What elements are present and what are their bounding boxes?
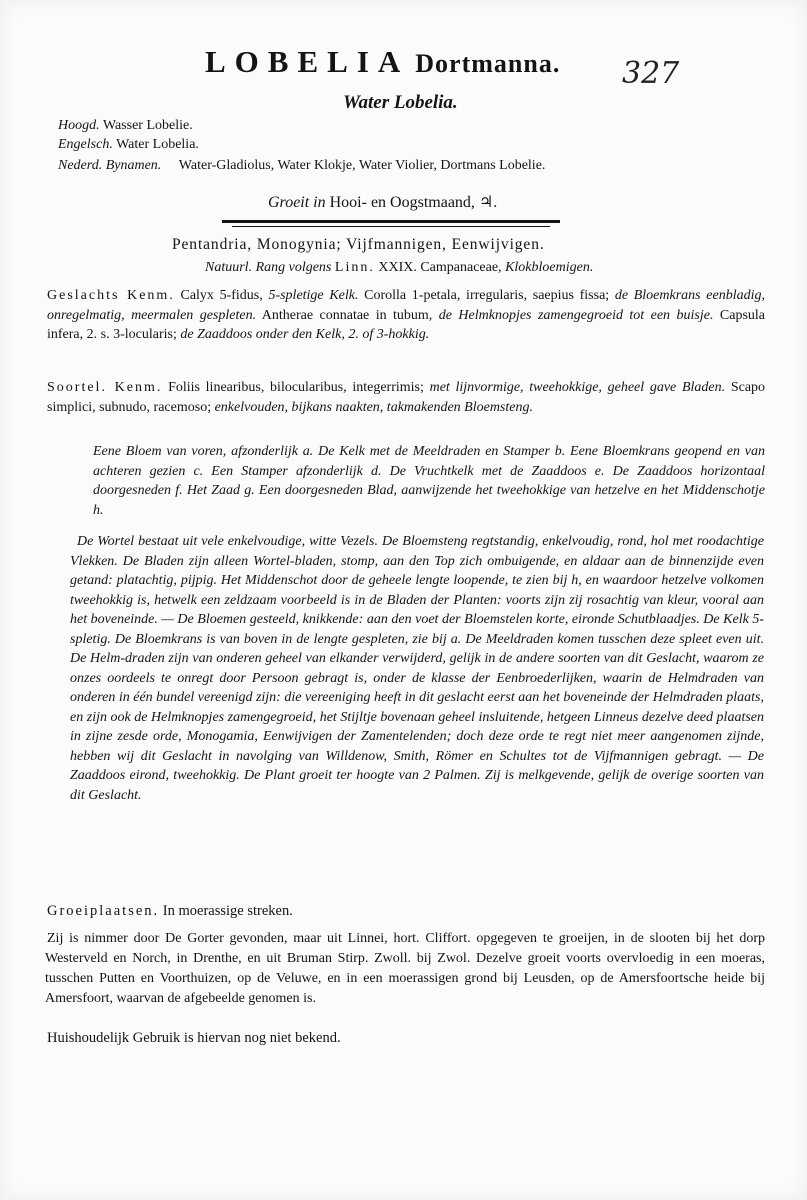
- name-engelsch: Engelsch. Water Lobelia.: [58, 137, 199, 152]
- description-text: De Wortel bestaat uit vele enkelvoudige, witte Vezels. De Bloemsteng regtstandig, enkelvoudig, rond, hol met roodachtige Vlekken. De Bladen zijn alleen Wortel-bladen, stomp, aan den Top zich ombuigende, en aldaar aan de binnenzijde even getand: platachtig, pijpig. Het Middenschot door de geheele lengte loopende, te zien bij h, en waardoor hetzelve volkomen tweehokkig is, hetwelk een zeldzaam voorbeeld is in de Bladen der Planten: voorts zijn zij rosachtig van kleur, vooral aan het boveneinde. — De Bloemen gesteeld, knikkende: aan den voet der Bloemstelen korte, eironde Schutblaadjes. De Kelk 5-spletig. De Bloemkrans is van boven in de lengte gespleten, zie bij a. De Meeldraden komen tusschen deze spleet even uit. De Helm-draden zijn van onderen geheel van elkander verwijderd, gelijk in de andere soorten van dit Geslacht, waarom ze onzes oordeels te onregt door Persoon gebragt is, onder de klasse der Eenbroederlijken, waarin de Helmdraden van onderen in één bundel vereenigd zijn: die vereeniging heeft in dit geslacht eerst aan het boveneinde der Helmdraden plaats, en zijn ook de Helmknopjes zamengegroeid, het Stijltje bovenaan geheel insluitende, hetgeen Linneus dezelve deed plaatsen in zijne zesde orde, Monogamia, Eenwijvigen der Zamentelenden; doch deze orde te regt niet meer aangenomen zijnde, hebben wij dit Geslacht in navolging van Willdenow, Smith, Römer en Schultes tot de Vijfmannigen gebragt. — De Zaaddoos eirond, tweehokkig. De Plant groeit ter hoogte van 2 Palmen. Zij is melkgevende, gelijk de overige soorten van dit Geslacht.: [70, 534, 764, 803]
- vindplaatsen: Zij is nimmer door De Gorter gevonden, maar uit Linnei, hort. Cliffort. opgegeven te groeijen, in de slooten bij het dorp Westerveld en Norch, in Drenthe, en uit Bruman Stirp. Zwoll. bij Zwol. Dezelve groeit voorts overvloedig in een moeras, tusschen Putten en Voorthuizen, op de Veluwe, en in een moerassigen grond bij Leusden, op de Amersfoortsche heide bij Amersfoort, waarvan de afgebeelde genomen is.: [45, 931, 765, 1006]
- common-name: Water Lobelia.: [343, 92, 458, 113]
- huishoudelijk-gebruik: Huishoudelijk Gebruik is hiervan nog niet bekend.: [47, 1030, 341, 1046]
- perennial-symbol: ♃.: [478, 194, 498, 211]
- figure-explanation: Eene Bloem van voren, afzonderlijk a. De Kelk met de Meeldraden en Stamper b. Eene Bloemkrans geopend en van achteren gezien c. Een Stamper afzonderlijk d. De Vruchtkelk met de Zaaddoos e. De Zaaddoos horizontaal doorgesneden f. Het Zaad g. Een doorgesneden Blad, aanwijzende het tweehokkige van hetzelve en het Middenschotje h.: [93, 444, 765, 518]
- linnaean-class: Pentandria, Monogynia; Vijfmannigen, Eenwijvigen.: [172, 236, 545, 253]
- geslachts-kenmerk: Geslachts Kenm. Calyx 5-fidus, 5-spletige Kelk. Corolla 1-petala, irregularis, saepius fissa; de Bloemkrans eenbladig, onregelmatig, meermalen gespleten. Antherae connatae in tubum, de Helmknopjes zamengegroeid tot een buisje. Capsula infera, 2. s. 3-locularis; de Zaaddoos onder den Kelk, 2. of 3-hokkig.: [47, 288, 766, 342]
- handwritten-page-number: 327: [622, 56, 680, 91]
- name-nederd: Nederd. Bynamen. Water-Gladiolus, Water Klokje, Water Violier, Dortmans Lobelie.: [58, 158, 546, 173]
- groeiplaatsen: Groeiplaatsen. In moerassige streken.: [47, 903, 293, 919]
- name-hoogd: Hoogd. Wasser Lobelie.: [58, 118, 193, 133]
- flowering-time: Groeit in Hooi- en Oogstmaand, ♃.: [268, 194, 498, 211]
- title-rule-thin: [232, 226, 550, 227]
- species-name: Dortmanna.: [415, 49, 561, 78]
- genus-name: LOBELIA: [205, 44, 410, 79]
- soortelijk-kenmerk: Soortel. Kenm. Foliis linearibus, bilocularibus, integerrimis; met lijnvormige, tweehokkige, geheel gave Bladen. Scapo simplici, subnudo, racemoso; enkelvouden, bijkans naakten, takmakenden Bloemsteng.: [47, 380, 766, 415]
- title-rule-thick: [222, 220, 560, 223]
- plant-description: [70, 532, 764, 805]
- page-title: [205, 44, 560, 80]
- natural-order: Natuurl. Rang volgens Linn. XXIX. Campanaceae, Klokbloemigen.: [205, 260, 594, 275]
